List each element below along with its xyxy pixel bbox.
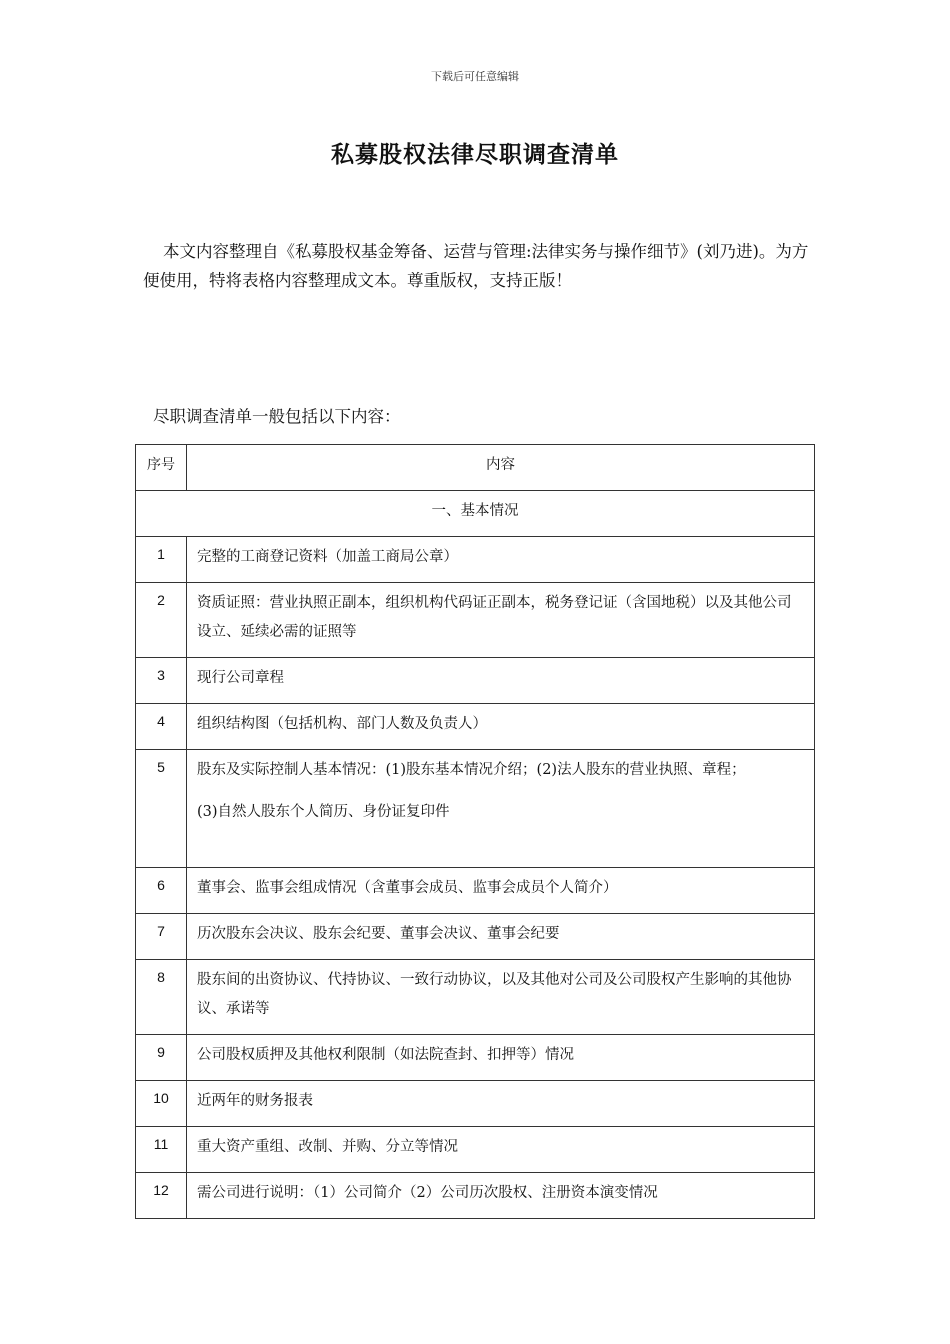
row-content xyxy=(187,1081,815,1127)
table-row xyxy=(136,1081,815,1127)
row-content-line: 组织结构图（包括机构、部门人数及负责人） xyxy=(197,716,487,732)
table-row xyxy=(136,1127,815,1173)
intro-paragraph: 本文内容整理自《私募股权基金筹备、运营与管理:法律实务与操作细节》(刘乃进)。为方便使用，特将表格内容整理成文本。尊重版权，支持正版！ xyxy=(143,242,809,290)
section-row xyxy=(136,491,815,537)
table-row xyxy=(136,1173,815,1219)
row-number: 12 xyxy=(136,1173,187,1219)
row-content-line: 需公司进行说明：（1）公司简介（2）公司历次股权、注册资本演变情况 xyxy=(197,1185,658,1201)
row-number: 2 xyxy=(136,583,187,658)
table-row xyxy=(136,960,815,1035)
row-content xyxy=(187,583,815,658)
checklist-table xyxy=(135,444,815,1219)
row-content-line: 完整的工商登记资料（加盖工商局公章） xyxy=(197,549,458,565)
row-content-line: 董事会、监事会组成情况（含董事会成员、监事会成员个人简介） xyxy=(197,880,618,896)
table-row xyxy=(136,868,815,914)
row-number: 4 xyxy=(136,704,187,750)
row-content-line: (3)自然人股东个人简历、身份证复印件 xyxy=(197,804,450,820)
checklist-subheading: 尽职调查清单一般包括以下内容： xyxy=(153,407,401,426)
row-content xyxy=(187,658,815,704)
table-row xyxy=(136,658,815,704)
row-content xyxy=(187,960,815,1035)
row-number: 3 xyxy=(136,658,187,704)
row-content xyxy=(187,868,815,914)
document-title: 私募股权法律尽职调查清单 xyxy=(331,141,619,168)
header-note: 下载后可任意编辑 xyxy=(431,70,519,83)
row-content xyxy=(187,750,815,868)
row-content-line: 近两年的财务报表 xyxy=(197,1093,313,1109)
table-row xyxy=(136,914,815,960)
row-content xyxy=(187,914,815,960)
table-header-row xyxy=(136,445,815,491)
row-content-line: 公司股权质押及其他权利限制（如法院查封、扣押等）情况 xyxy=(197,1047,574,1063)
column-header-no: 序号 xyxy=(136,445,187,491)
row-content-line: 资质证照：营业执照正副本，组织机构代码证正副本，税务登记证（含国地税）以及其他公司设立、延续必需的证照等 xyxy=(197,595,792,640)
row-number: 5 xyxy=(136,750,187,868)
table-row xyxy=(136,750,815,868)
row-number: 1 xyxy=(136,537,187,583)
row-number: 6 xyxy=(136,868,187,914)
section-title: 一、基本情况 xyxy=(136,491,815,537)
row-content xyxy=(187,537,815,583)
row-number: 8 xyxy=(136,960,187,1035)
table-row xyxy=(136,1035,815,1081)
row-number: 10 xyxy=(136,1081,187,1127)
row-content-line: 股东及实际控制人基本情况：(1)股东基本情况介绍；(2)法人股东的营业执照、章程； xyxy=(197,762,746,778)
table-row xyxy=(136,704,815,750)
table-row xyxy=(136,537,815,583)
column-header-content: 内容 xyxy=(187,445,815,491)
row-content xyxy=(187,1173,815,1219)
row-content xyxy=(187,1127,815,1173)
row-content xyxy=(187,704,815,750)
row-content-line: 重大资产重组、改制、并购、分立等情况 xyxy=(197,1139,458,1155)
row-content-line: 现行公司章程 xyxy=(197,670,284,686)
row-content-line: 历次股东会决议、股东会纪要、董事会决议、董事会纪要 xyxy=(197,926,560,942)
table-row xyxy=(136,583,815,658)
row-content-line: 股东间的出资协议、代持协议、一致行动协议，以及其他对公司及公司股权产生影响的其他协议、承诺等 xyxy=(197,972,792,1017)
row-content xyxy=(187,1035,815,1081)
row-number: 7 xyxy=(136,914,187,960)
row-number: 11 xyxy=(136,1127,187,1173)
row-number: 9 xyxy=(136,1035,187,1081)
